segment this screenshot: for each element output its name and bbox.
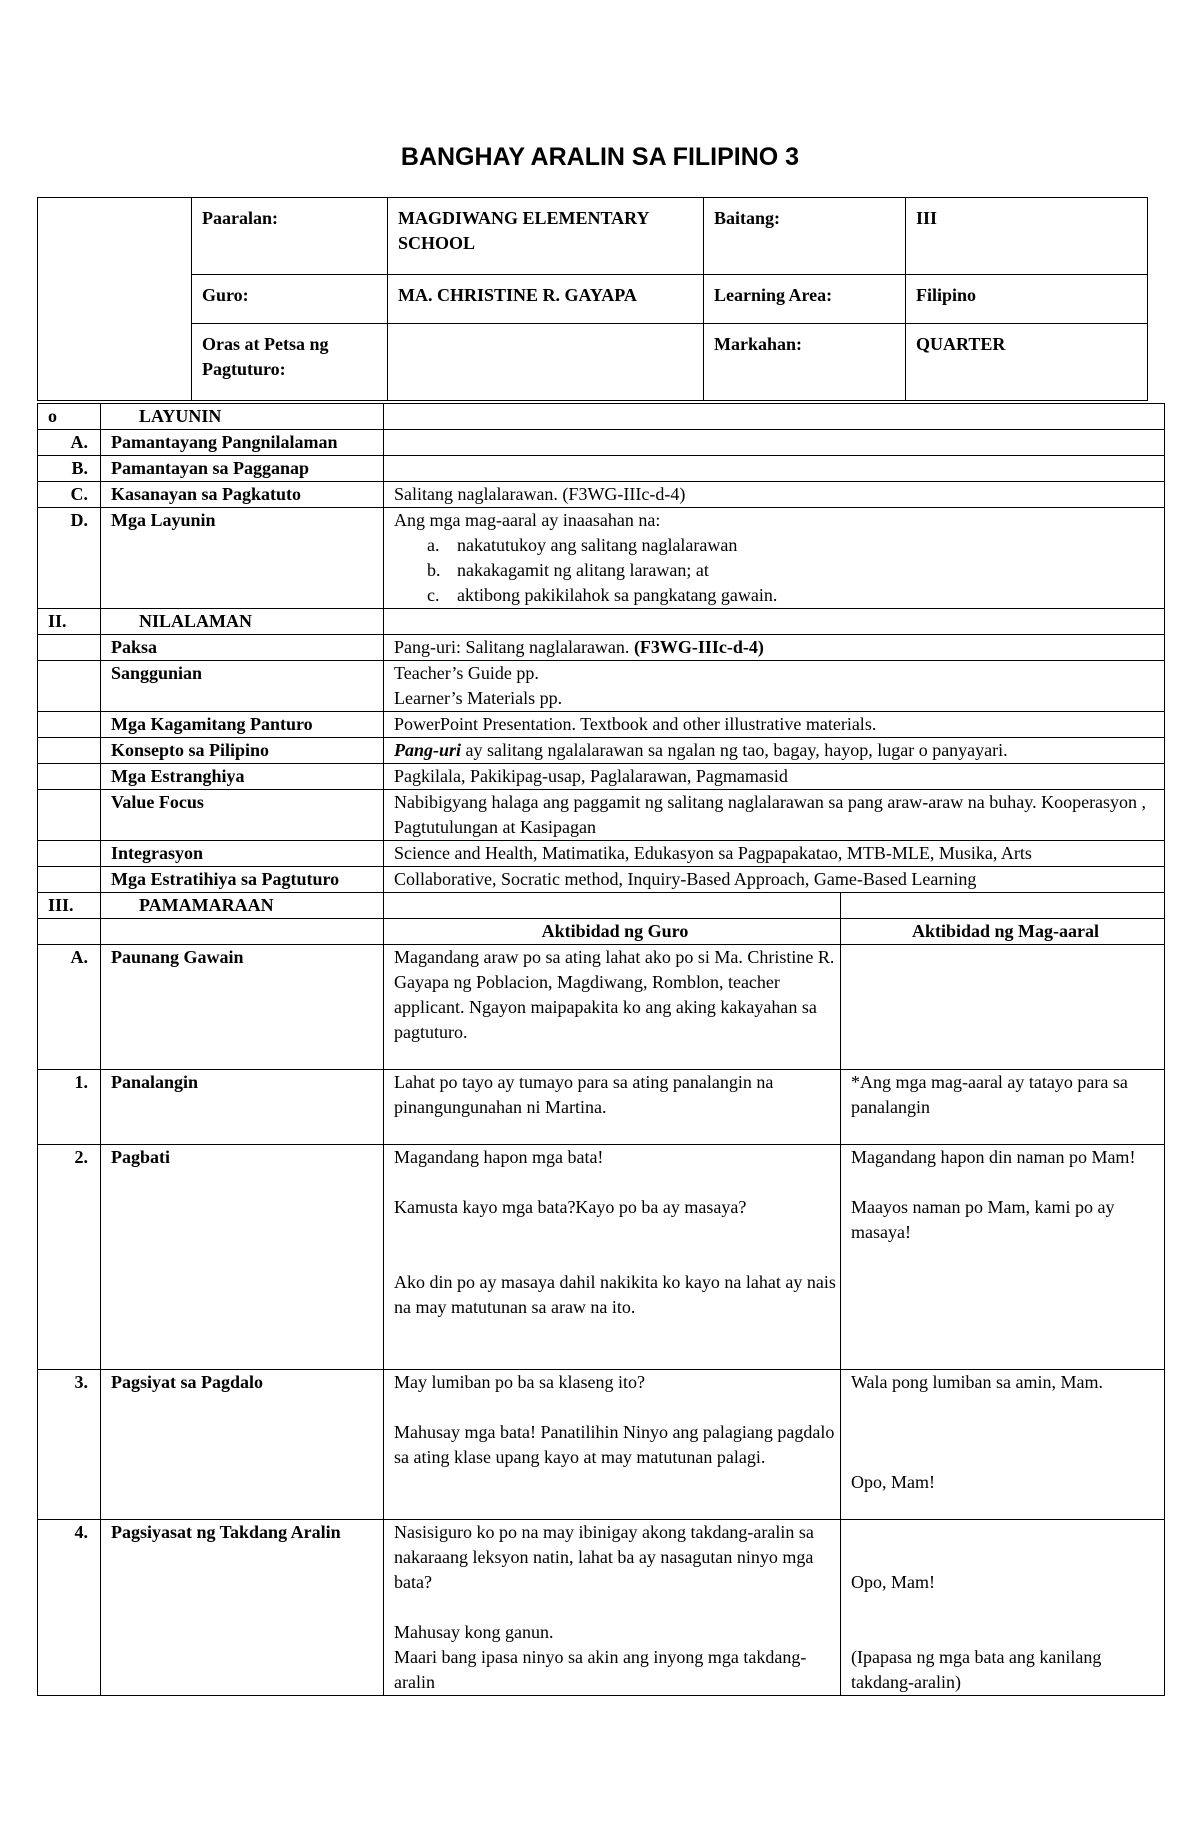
row-pagbati: 2. Pagbati Magandang hapon mga bata! Kamusta kayo mga bata?Kayo po ba ay masaya? Ako din po ay masaya dahil nakikita ko kayo na lahat ay nais na may matutunan sa araw na ito. Magandang hapon din naman po Mam! Maayos naman po Mam, kami po ay masaya! [38,1145,1165,1370]
row-estranghiya [38,764,1165,790]
student-activity: Wala pong lumiban sa amin, Mam. Opo, Mam! [841,1370,1165,1520]
row-label: Mga Estratihiya sa Pagtuturo [101,867,384,893]
section-row-nilalaman [38,609,1165,635]
row-value-focus [38,790,1165,841]
row-sanggunian [38,661,1165,712]
guro-label: Guro: [192,275,388,324]
baitang-label: Baitang: [704,198,906,275]
row-label: Sanggunian [101,661,384,712]
student-activity: *Ang mga mag-aaral ay tatayo para sa panalangin [841,1070,1165,1145]
section-heading: NILALAMAN [101,609,384,635]
learning-area-value: Filipino [906,275,1148,324]
row-value: PowerPoint Presentation. Textbook and other illustrative materials. [384,712,1165,738]
row-value: Teacher’s Guide pp. Learner’s Materials pp. [384,661,1165,712]
teacher-activity: Magandang araw po sa ating lahat ako po si Ma. Christine R. Gayapa ng Poblacion, Magdiwang, Romblon, teacher applicant. Ngayon maipapakita ko ang aking kakayahan sa pagtuturo. [384,945,841,1070]
header-blank-cell [38,198,192,401]
row-pagsiyat: 3. Pagsiyat sa Pagdalo May lumiban po ba sa klaseng ito? Mahusay mga bata! Panatilihin Ninyo ang palagiang pagdalo sa ating klase upang kayo at may matutunan palagi. Wala pong lumiban sa amin, Mam. Opo, Mam! [38,1370,1165,1520]
row-takdang-aralin: 4. Pagsiyasat ng Takdang Aralin Nasisiguro ko po na may ibinigay akong takdang-aralin sa nakaraang leksyon natin, lahat ba ay nasagutan ninyo mga bata? Mahusay kong ganun. Maari bang ipasa ninyo sa akin ang inyong mga takdang-aralin Opo, Mam! (Ipapasa ng mga bata ang kanilang takdang-aralin) [38,1520,1165,1696]
row-value: Nabibigyang halaga ang paggamit ng salitang naglalarawan sa pang araw-araw na buhay. Kooperasyon , Pagtutulungan at Kasipagan [384,790,1165,841]
row-label: Paksa [101,635,384,661]
guro-value: MA. CHRISTINE R. GAYAPA [388,275,704,324]
teacher-activity: May lumiban po ba sa klaseng ito? Mahusay mga bata! Panatilihin Ninyo ang palagiang pagdalo sa ating klase upang kayo at may matutunan palagi. [384,1370,841,1520]
row-label: Panalangin [101,1070,384,1145]
section-row-pamamaraan [38,893,1165,919]
paaralan-value: MAGDIWANG ELEMENTARY SCHOOL [388,198,704,275]
row-value: Pang-uri ay salitang ngalalarawan sa ngalan ng tao, bagay, hayop, lugar o panyayari. [384,738,1165,764]
row-integrasyon [38,841,1165,867]
row-label: Pamantayang Pangnilalaman [101,430,384,456]
school-info-table [37,197,1148,401]
row-label: Pamantayan sa Pagganap [101,456,384,482]
row-mga-layunin: D. Mga Layunin Ang mga mag-aaral ay inaasahan na: a. nakatutukoy ang salitang naglalarawan b. nakakagamit ng alitang larawan; at c. aktibong pakikilahok sa pangkatang gawain. [38,508,1165,609]
row-estratihiya [38,867,1165,893]
section-number: II. [38,609,101,635]
row-label: Mga Estranghiya [101,764,384,790]
row-label: Mga Kagamitang Panturo [101,712,384,738]
row-kasanayan: C. Kasanayan sa Pagkatuto Salitang naglalarawan. (F3WG-IIIc-d-4) [38,482,1165,508]
row-label: Pagsiyasat ng Takdang Aralin [101,1520,384,1696]
student-activity: Magandang hapon din naman po Mam! Maayos naman po Mam, kami po ay masaya! [841,1145,1165,1370]
lesson-plan-table [37,403,1165,1696]
document-title: BANGHAY ARALIN SA FILIPINO 3 [400,143,800,171]
section-heading: LAYUNIN [101,404,384,430]
row-paksa [38,635,1165,661]
column-header-mag-aaral: Aktibidad ng Mag-aaral [841,919,1165,945]
row-value: Science and Health, Matimatika, Edukasyon sa Pagpapakatao, MTB-MLE, Musika, Arts [384,841,1165,867]
list-item: b. nakakagamit ng alitang larawan; at [427,560,709,580]
row-value: Pagkilala, Pakikipag-usap, Paglalarawan, Pagmamasid [384,764,1165,790]
teacher-activity: Lahat po tayo ay tumayo para sa ating panalangin na pinangungunahan ni Martina. [384,1070,841,1145]
section-number: o [38,404,101,430]
row-value: Collaborative, Socratic method, Inquiry-Based Approach, Game-Based Learning [384,867,1165,893]
row-label: Integrasyon [101,841,384,867]
section-number: III. [38,893,101,919]
row-label: Paunang Gawain [101,945,384,1070]
column-header-guro: Aktibidad ng Guro [384,919,841,945]
row-value: Ang mga mag-aaral ay inaasahan na: a. nakatutukoy ang salitang naglalarawan b. nakakagamit ng alitang larawan; at c. aktibong pakikilahok sa pangkatang gawain. [384,508,1165,609]
oras-label: Oras at Petsa ng Pagtuturo: [192,324,388,401]
paaralan-label: Paaralan: [192,198,388,275]
row-panalangin: 1. Panalangin Lahat po tayo ay tumayo para sa ating panalangin na pinangungunahan ni Martina. *Ang mga mag-aaral ay tatayo para sa panalangin [38,1070,1165,1145]
markahan-value: QUARTER [906,324,1148,401]
row-kagamitan [38,712,1165,738]
row-label: Kasanayan sa Pagkatuto [101,482,384,508]
row-label: Pagbati [101,1145,384,1370]
column-header-row [38,919,1165,945]
row-konsepto [38,738,1165,764]
row-pamantayan-sa-pagganap: B. Pamantayan sa Pagganap [38,456,1165,482]
row-label: Konsepto sa Pilipino [101,738,384,764]
row-value: Pang-uri: Salitang naglalarawan. (F3WG-IIIc-d-4) [384,635,1165,661]
row-pamantayang-pangnilalaman: A. Pamantayang Pangnilalaman [38,430,1165,456]
teacher-activity: Magandang hapon mga bata! Kamusta kayo mga bata?Kayo po ba ay masaya? Ako din po ay masaya dahil nakikita ko kayo na lahat ay nais na may matutunan sa araw na ito. [384,1145,841,1370]
oras-value [388,324,704,401]
student-activity: Opo, Mam! (Ipapasa ng mga bata ang kanilang takdang-aralin) [841,1520,1165,1696]
list-item: a. nakatutukoy ang salitang naglalarawan [427,535,738,555]
baitang-value: III [906,198,1148,275]
teacher-activity: Nasisiguro ko po na may ibinigay akong takdang-aralin sa nakaraang leksyon natin, lahat ba ay nasagutan ninyo mga bata? Mahusay kong ganun. Maari bang ipasa ninyo sa akin ang inyong mga takdang-aralin [384,1520,841,1696]
row-label: Pagsiyat sa Pagdalo [101,1370,384,1520]
section-row-layunin [38,404,1165,430]
markahan-label: Markahan: [704,324,906,401]
row-label: Value Focus [101,790,384,841]
row-label: Mga Layunin [101,508,384,609]
student-activity [841,945,1165,1070]
learning-area-label: Learning Area: [704,275,906,324]
section-heading: PAMAMARAAN [101,893,384,919]
objectives-list [394,533,1160,608]
list-item: c. aktibong pakikilahok sa pangkatang gawain. [427,585,778,605]
row-paunang-gawain: A. Paunang Gawain Magandang araw po sa ating lahat ako po si Ma. Christine R. Gayapa ng Poblacion, Magdiwang, Romblon, teacher applicant. Ngayon maipapakita ko ang aking kakayahan sa pagtuturo. [38,945,1165,1070]
row-value: Salitang naglalarawan. (F3WG-IIIc-d-4) [384,482,1165,508]
